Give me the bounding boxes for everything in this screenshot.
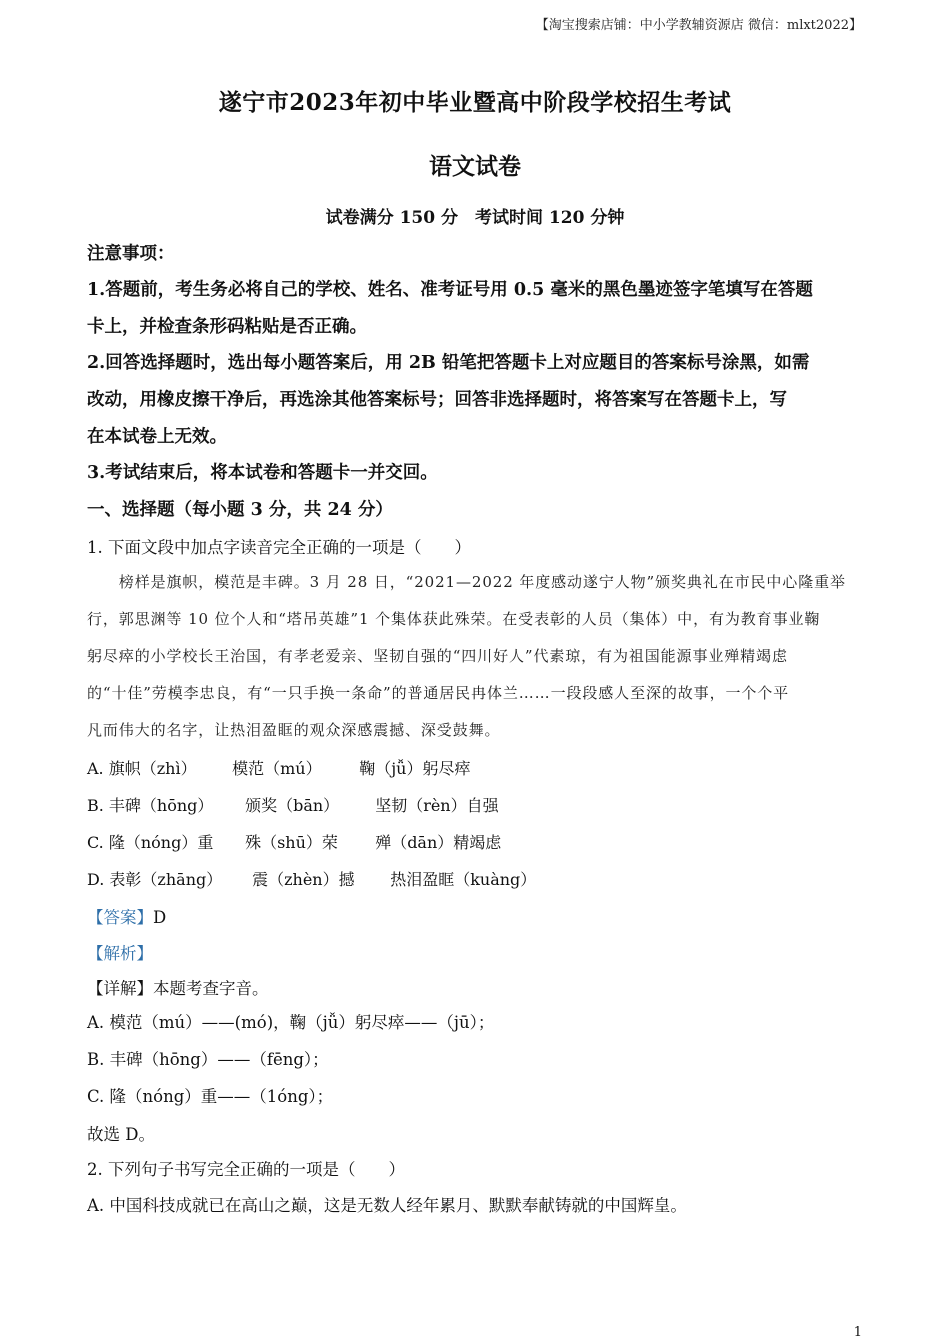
option-item: 模范（mú） — [232, 759, 322, 778]
option-item: 震（zhèn）撼 — [252, 870, 355, 889]
notice-line: 2.回答选择题时，选出每小题答案后，用 2B 铅笔把答题卡上对应题目的答案标号涂黑，如需 — [87, 353, 810, 373]
section-heading: 一、选择题（每小题 3 分，共 24 分） — [87, 500, 393, 520]
notice-heading: 注意事项： — [87, 244, 175, 264]
option-item: 热泪盈眶（kuàng） — [390, 870, 537, 889]
passage-line: 的“十佳”劳模李忠良，有“一只手换一条命”的普通居民冉体兰……一段段感人至深的故事，一个个平 — [87, 684, 790, 702]
option-row-c — [87, 830, 501, 853]
page-number: 1 — [853, 1325, 862, 1340]
answer-value: D — [153, 908, 167, 927]
notice-line: 改动，用橡皮擦干净后，再选涂其他答案标号；回答非选择题时，将答案写在答题卡上，写 — [87, 390, 787, 410]
analysis-line: 故选 D。 — [87, 1125, 155, 1144]
option-item: 殊（shū）荣 — [245, 833, 338, 852]
exam-title: 遂宁市2023年初中毕业暨高中阶段学校招生考试 — [218, 89, 732, 116]
analysis-label: 【解析】 — [87, 944, 153, 963]
exam-subtitle: 语文试卷 — [429, 153, 521, 180]
notice-line: 在本试卷上无效。 — [87, 427, 227, 447]
passage-line: 行，郭思渊等 10 位个人和“塔吊英雄”1 个集体获此殊荣。在受表彰的人员（集体）中，有为教育事业鞠 — [87, 610, 821, 628]
option-a: A. 中国科技成就已在高山之巅，这是无数人经年累月、默默奉献铸就的中国辉皇。 — [87, 1196, 687, 1215]
option-item: 殚（dān）精竭虑 — [375, 833, 502, 852]
question-stem: 2. 下列句子书写完全正确的一项是（ ） — [87, 1160, 405, 1179]
option-row-a — [87, 756, 470, 779]
exam-info: 试卷满分 150 分 考试时间 120 分钟 — [325, 208, 625, 228]
option-row-b — [87, 793, 499, 816]
option-item: 颁奖（bān） — [245, 796, 340, 815]
option-item: D. 表彰（zhāng） — [87, 870, 223, 889]
passage-line: 凡而伟大的名字，让热泪盈眶的观众深感震撼、深受鼓舞。 — [87, 721, 501, 739]
option-item: C. 隆（nóng）重 — [87, 833, 214, 852]
passage-line: 榜样是旗帜，模范是丰碑。3 月 28 日，“2021—2022 年度感动遂宁人物”颁奖典礼在市民中心隆重举 — [87, 573, 846, 591]
analysis-line: A. 模范（mú）——(mó)，鞠（jǚ）躬尽瘁——（jū）； — [87, 1013, 495, 1032]
notice-line: 1.答题前，考生务必将自己的学校、姓名、准考证号用 0.5 毫米的黑色墨迹签字笔填写在答题 — [87, 280, 813, 300]
header-note: 【淘宝搜索店铺：中小学教辅资源店 微信：mlxt2022】 — [535, 18, 862, 33]
passage-line: 躬尽瘁的小学校长王治国，有孝老爱亲、坚韧自强的“四川好人”代素琼，有为祖国能源事业殚精竭虑 — [87, 647, 788, 665]
notice-line: 卡上，并检查条形码粘贴是否正确。 — [87, 317, 367, 337]
option-item: A. 旗帜（zhì） — [87, 759, 197, 778]
question-stem: 1. 下面文段中加点字读音完全正确的一项是（ ） — [87, 538, 471, 557]
notice-line: 3.考试结束后，将本试卷和答题卡一并交回。 — [87, 463, 438, 483]
answer-line — [87, 904, 867, 928]
analysis-line: C. 隆（nóng）重——（1óng）； — [87, 1087, 334, 1106]
analysis-line: 【详解】本题考查字音。 — [87, 979, 269, 998]
option-item: 鞠（jǚ）躬尽瘁 — [359, 759, 471, 778]
option-item: 坚韧（rèn）自强 — [375, 796, 499, 815]
answer-label: 【答案】 — [87, 908, 153, 927]
option-row-d — [87, 867, 536, 890]
analysis-line: B. 丰碑（hōng）——（fēng）； — [87, 1050, 329, 1069]
option-item: B. 丰碑（hōng） — [87, 796, 214, 815]
